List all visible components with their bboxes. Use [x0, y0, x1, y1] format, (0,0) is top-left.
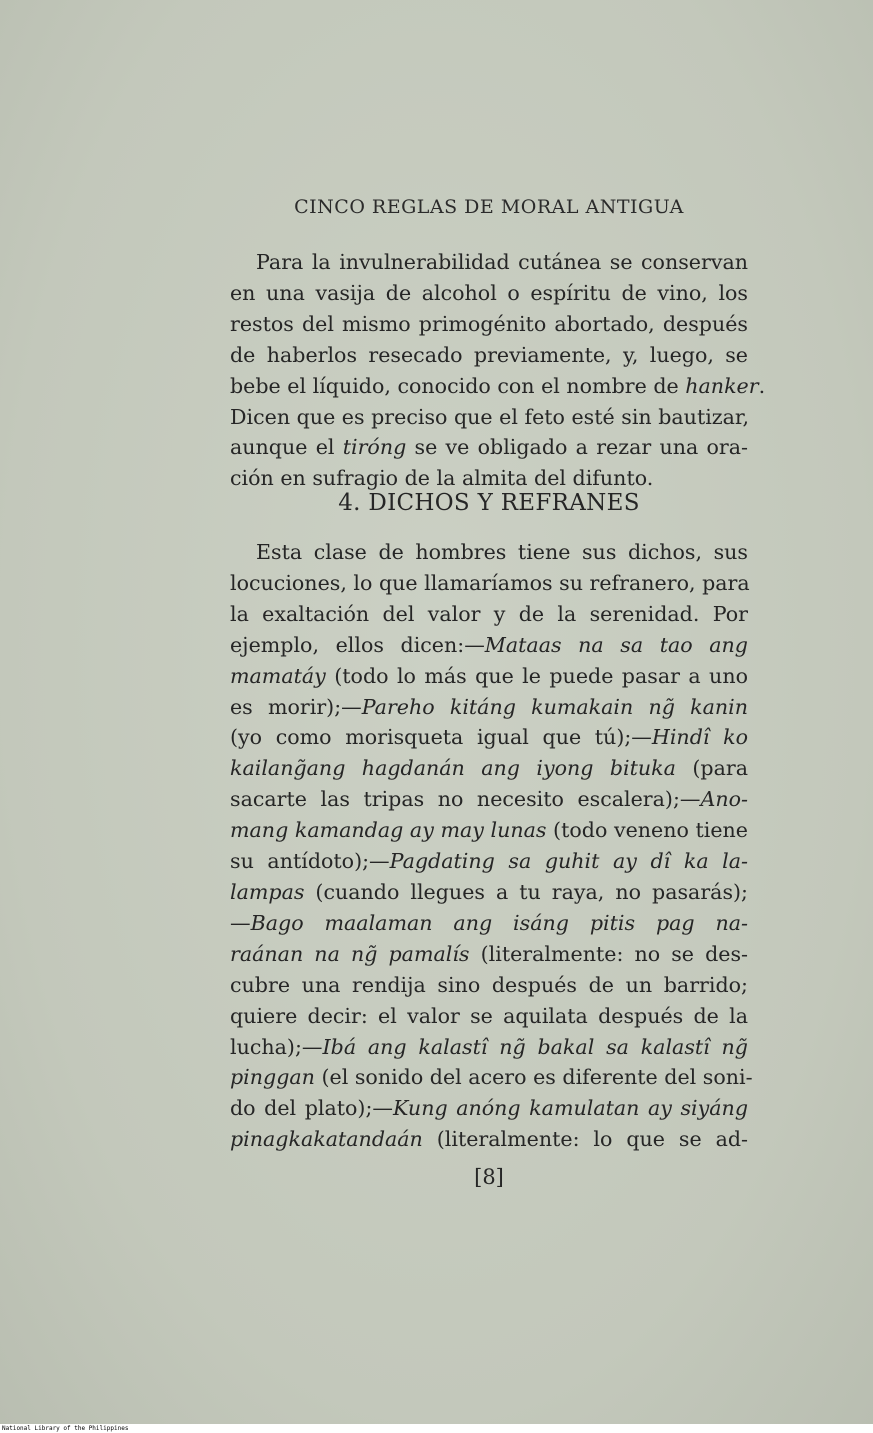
text-line: (yo como morisqueta igual que tú);—Hindî ko: [230, 725, 748, 750]
text-line: mamatáy (todo lo más que le puede pasar a uno: [230, 663, 748, 688]
text-line: ción en sufragio de la almita del difunto.: [230, 466, 654, 491]
section-heading: 4. DICHOS Y REFRANES: [338, 490, 640, 516]
paragraph-1: [230, 247, 766, 494]
text-line: lucha);—Ibá ang kalastî ng̃ bakal sa kalastî ng̃: [230, 1034, 748, 1059]
text-line: Esta clase de hombres tiene sus dichos, sus: [256, 540, 748, 564]
text-line: Para la invulnerabilidad cutánea se conservan: [256, 250, 748, 274]
text-line: locuciones, lo que llamaríamos su refranero, para: [230, 570, 750, 595]
text-line: —Bago maalaman ang isáng pitis pag na-: [230, 910, 748, 935]
text-line: cubre una rendija sino después de un barrido;: [230, 972, 748, 997]
page-number: [8]: [474, 1165, 504, 1189]
text-line: do del plato);—Kung anóng kamulatan ay siyáng: [230, 1096, 749, 1121]
text-line: kailang̃ang hagdanán ang iyong bituka (para: [230, 756, 749, 781]
text-line: en una vasija de alcohol o espíritu de vino, los: [230, 280, 748, 305]
text-line: aunque el tiróng se ve obligado a rezar una ora-: [230, 435, 748, 460]
footer-credit: National Library of the Philippines: [2, 1425, 129, 1432]
text-line: es morir);—Pareho kitáng kumakain ng̃ kanin: [230, 694, 748, 719]
text-line: pinggan (el sonido del acero es diferente del soni-: [230, 1065, 753, 1090]
running-head: CINCO REGLAS DE MORAL ANTIGUA: [294, 196, 684, 218]
text-line: de haberlos resecado previamente, y, luego, se: [230, 342, 748, 367]
text-line: raánan na ng̃ pamalís (literalmente: no se des-: [230, 941, 748, 966]
footer-strip: [0, 1424, 873, 1433]
paragraph-2: [230, 537, 753, 1155]
text-line: lampas (cuando llegues a tu raya, no pasarás);: [230, 879, 748, 904]
text-line: la exaltación del valor y de la serenidad. Por: [230, 601, 748, 626]
text-line: su antídoto);—Pagdating sa guhit ay dî ka la-: [230, 849, 748, 874]
text-line: restos del mismo primogénito abortado, después: [230, 311, 748, 336]
text-line: Dicen que es preciso que el feto esté sin bautizar,: [230, 404, 750, 429]
text-line: ejemplo, ellos dicen:—Mataas na sa tao ang: [230, 632, 748, 657]
text-line: pinagkakatandaán (literalmente: lo que se ad-: [230, 1127, 748, 1152]
text-line: mang kamandag ay may lunas (todo veneno tiene: [230, 818, 748, 843]
text-line: sacarte las tripas no necesito escalera);—Ano-: [230, 787, 748, 812]
text-line: quiere decir: el valor se aquilata después de la: [230, 1003, 748, 1028]
text-line: bebe el líquido, conocido con el nombre de hanker.: [230, 373, 766, 398]
